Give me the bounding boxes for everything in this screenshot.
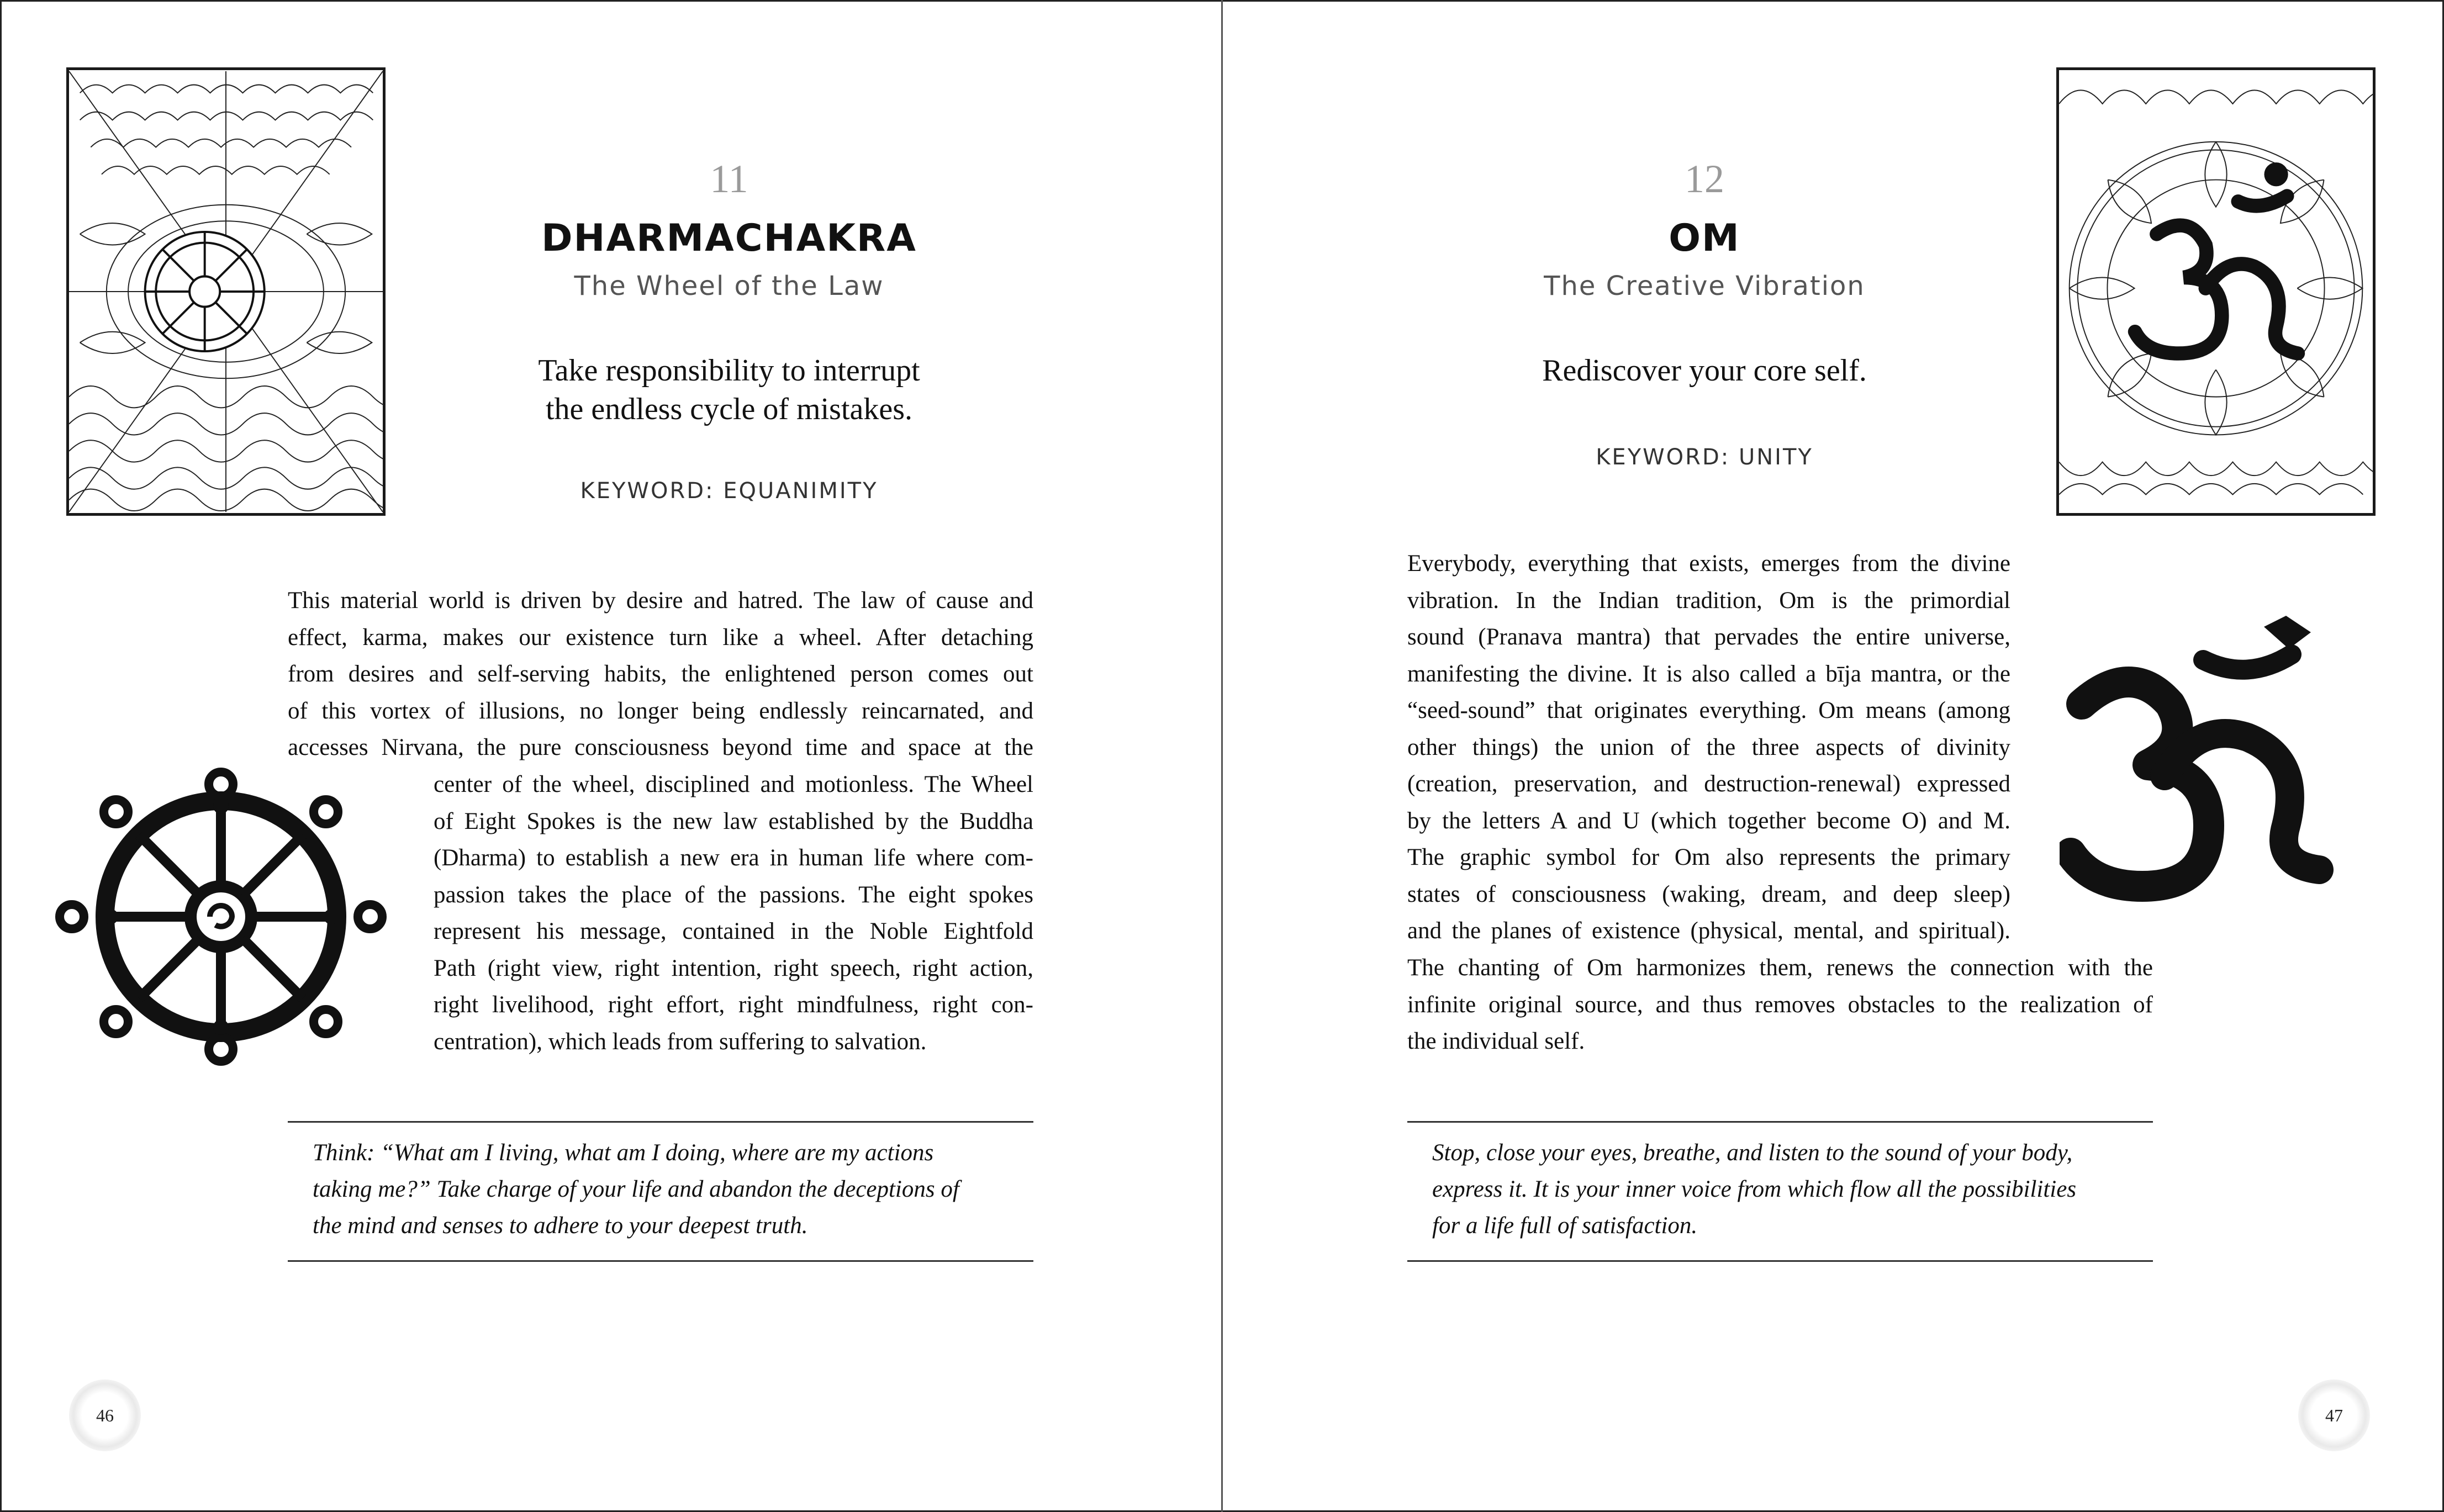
text-line: This material world is driven by desire and hatred. The law of cause and — [288, 588, 1033, 614]
body-text-wide — [1407, 950, 2153, 1060]
quote-line: taking me?” Take charge of your life and abandon the deceptions of — [313, 1176, 959, 1202]
quote-line: for a life full of satisfaction. — [1432, 1213, 1698, 1239]
om-symbol-icon — [2060, 610, 2347, 908]
text-line: from desires and self-serving habits, the enlightened person comes out — [288, 661, 1033, 687]
motto-line: the endless cycle of mistakes. — [545, 392, 912, 426]
chapter-number: 11 — [710, 157, 748, 201]
reflection-quote — [313, 1135, 1031, 1244]
text-line: (Dharma) to establish a new era in human life where com- — [434, 845, 1033, 871]
text-line: center of the wheel, disciplined and motionless. The Wheel — [434, 771, 1033, 797]
quote-top-rule — [288, 1121, 1033, 1123]
quote-line: Think: “What am I living, what am I doing, where are my actions — [313, 1140, 934, 1166]
chapter-subtitle: The Wheel of the Law — [574, 271, 884, 302]
text-line: The chanting of Om harmonizes them, renews the connection with the — [1407, 955, 2153, 981]
quote-bottom-rule — [288, 1260, 1033, 1262]
chapter-subtitle: The Creative Vibration — [1544, 271, 1865, 302]
reflection-quote — [1432, 1135, 2150, 1244]
body-text-indented — [434, 766, 1033, 1060]
chapter-title: OM — [1669, 216, 1740, 260]
quote-line: express it. It is your inner voice from which flow all the possibilities — [1432, 1176, 2077, 1202]
text-line: accesses Nirvana, the pure consciousness beyond time and space at the — [288, 734, 1033, 760]
text-line: of Eight Spokes is the new law established by the Buddha — [434, 808, 1033, 834]
text-line: manifesting the divine. It is also called a bīja mantra, or the — [1407, 660, 2010, 687]
text-line: effect, karma, makes our existence turn like a wheel. After detaching — [288, 624, 1033, 651]
left-page — [0, 0, 1221, 1512]
quote-top-rule — [1407, 1121, 2153, 1123]
text-line: Everybody, everything that exists, emerges from the divine — [1407, 551, 2010, 577]
text-line: by the letters A and U (which together become O) and M. — [1407, 807, 2010, 834]
om-mandala-icon — [2056, 67, 2376, 516]
text-line: The graphic symbol for Om also represents the primary — [1407, 844, 2010, 870]
text-line: states of consciousness (waking, dream, and deep sleep) — [1407, 881, 2010, 907]
text-line: “seed-sound” that originates everything. Om means (among — [1407, 697, 2010, 723]
chapter-number: 12 — [1685, 157, 1724, 201]
text-line: centration), which leads from suffering to salvation. — [434, 1028, 927, 1055]
text-line: sound (Pranava mantra) that pervades the entire universe, — [1407, 624, 2010, 650]
dharma-wheel-mandala-icon — [66, 67, 386, 516]
chapter-title: DHARMACHAKRA — [541, 216, 917, 260]
motto-line: Take responsibility to interrupt — [538, 353, 920, 388]
motto — [453, 351, 1005, 429]
text-line: (creation, preservation, and destruction-renewal) expressed — [1407, 771, 2010, 797]
text-line: right livelihood, right effort, right mindfulness, right con- — [434, 992, 1033, 1018]
page-number: 47 — [2298, 1379, 2370, 1451]
text-line: represent his message, contained in the Noble Eightfold — [434, 918, 1033, 944]
right-page — [1223, 0, 2444, 1512]
text-line: Path (right view, right intention, right speech, right action, — [434, 955, 1033, 981]
quote-line: Stop, close your eyes, breathe, and listen to the sound of your body, — [1432, 1140, 2073, 1166]
text-line: the individual self. — [1407, 1028, 1585, 1054]
body-text — [1407, 546, 2010, 950]
text-line: and the planes of existence (physical, mental, and spiritual). — [1407, 918, 2010, 944]
keyword: KEYWORD: UNITY — [1596, 445, 1813, 470]
body-text — [288, 583, 1033, 766]
text-line: vibration. In the Indian tradition, Om is the primordial — [1407, 587, 2010, 614]
keyword: KEYWORD: EQUANIMITY — [580, 478, 878, 504]
text-line: other things) the union of the three aspects of divinity — [1407, 734, 2010, 760]
dharma-wheel-icon — [52, 765, 389, 1069]
text-line: of this vortex of illusions, no longer being endlessly reincarnated, and — [288, 697, 1033, 724]
text-line: infinite original source, and thus removes obstacles to the realization of — [1407, 991, 2153, 1018]
text-line: passion takes the place of the passions. The eight spokes — [434, 881, 1033, 908]
quote-line: the mind and senses to adhere to your deepest truth. — [313, 1213, 808, 1239]
motto — [1428, 351, 1981, 390]
quote-bottom-rule — [1407, 1260, 2153, 1262]
motto-line: Rediscover your core self. — [1542, 353, 1867, 388]
page-number: 46 — [69, 1379, 141, 1451]
